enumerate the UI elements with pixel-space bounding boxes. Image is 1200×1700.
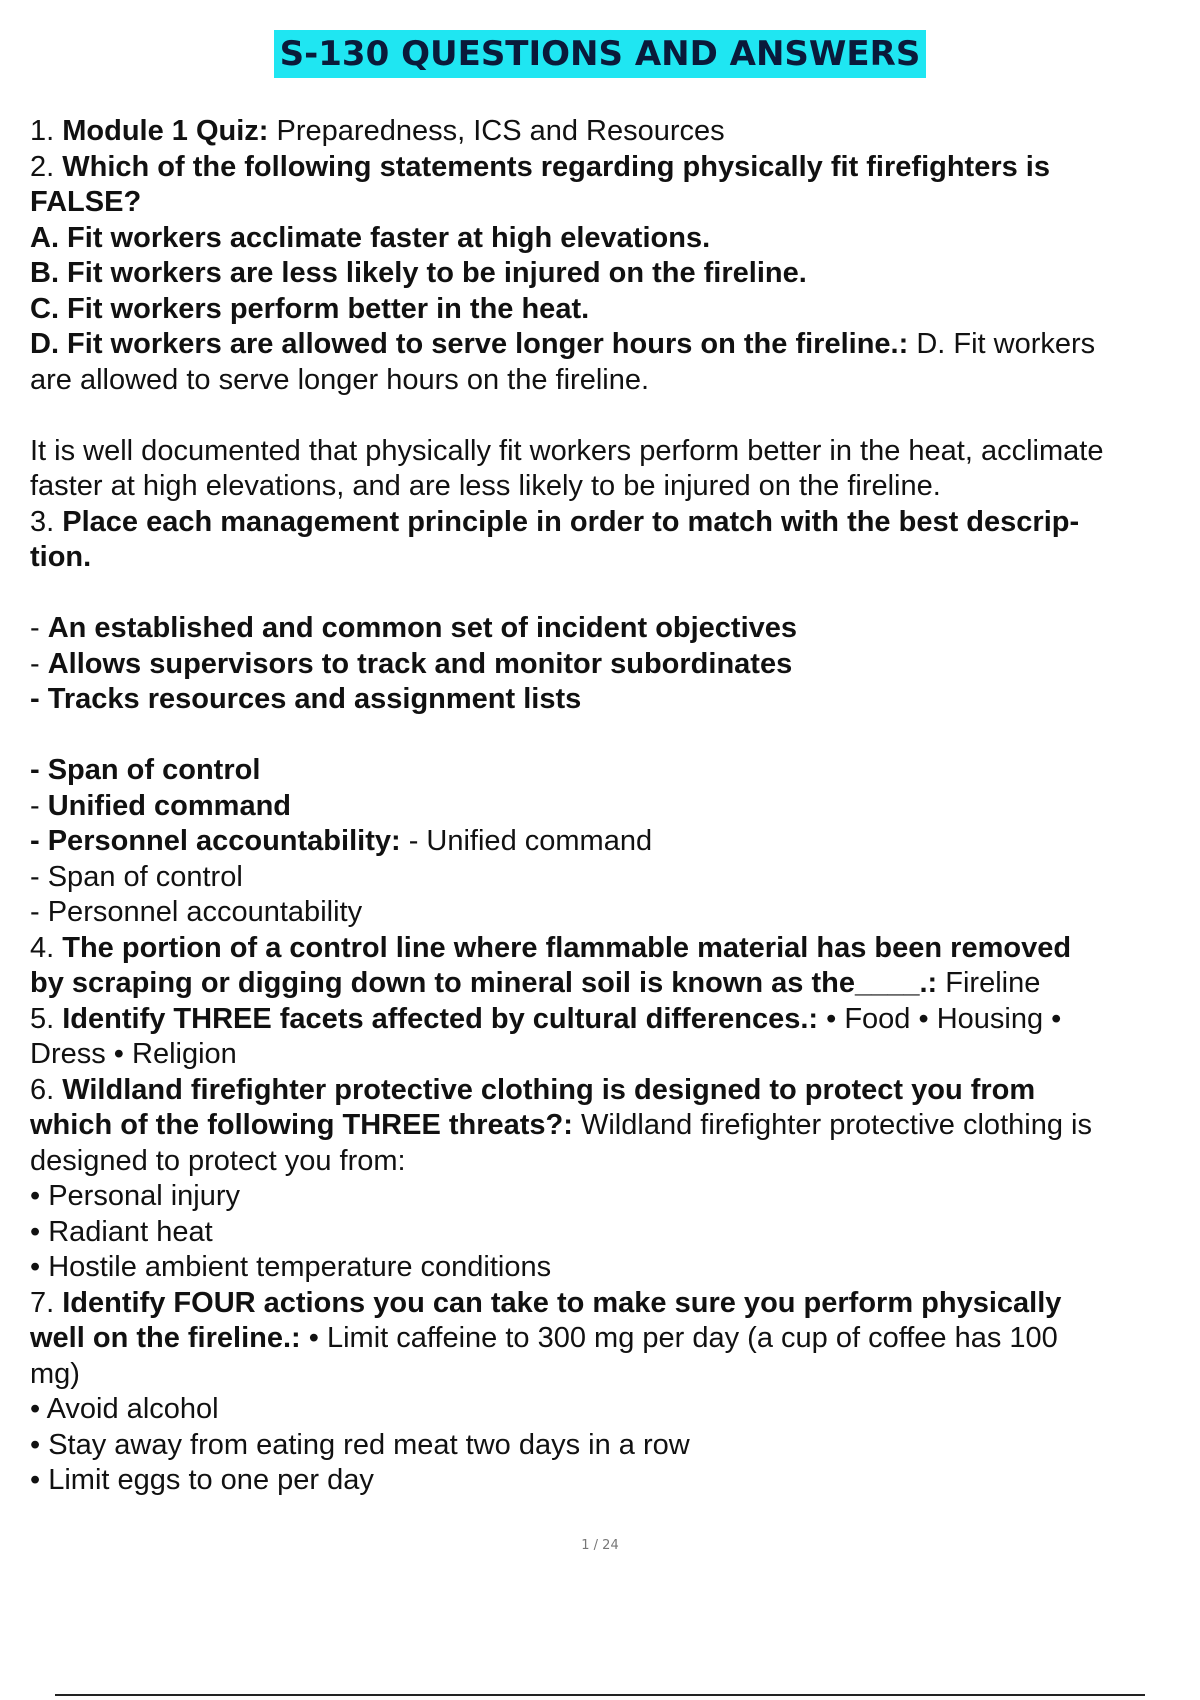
dash: - — [30, 612, 48, 644]
q3-description-text: Allows supervisors to track and monitor subordinates — [47, 647, 793, 680]
q3-question-text1: Place each management principle in order to match with the best descrip- — [62, 505, 1080, 538]
dash: - — [30, 754, 48, 786]
q3-description-text: Tracks resources and assignment lists — [47, 683, 582, 715]
q4-question-line2 — [30, 966, 1195, 1002]
q6-bullet-item: • Personal injury — [30, 1180, 241, 1212]
q7-question-text2: well on the fireline.: — [30, 1322, 301, 1354]
document-title: S-130 QUESTIONS AND ANSWERS — [274, 30, 927, 78]
q6-question-line1 — [30, 1073, 1195, 1109]
q4-number: 4. — [30, 931, 63, 964]
q2-answer-line2: are allowed to serve longer hours on the fireline. — [30, 363, 650, 396]
q2-number: 2. — [30, 150, 63, 183]
q1-line — [30, 114, 1195, 150]
q2-option-d-line — [30, 327, 1195, 363]
q7-answer-text1: • Limit caffeine to 300 mg per day (a cup of coffee has 100 — [300, 1322, 1058, 1354]
dash: - — [30, 683, 48, 715]
q2-option-c: C. Fit workers perform better in the heat. — [30, 292, 590, 325]
q3-description-item — [30, 611, 1195, 647]
q5-answer-line2: Dress • Religion — [30, 1038, 237, 1070]
q7-bullet-item: • Limit eggs to one per day — [30, 1464, 374, 1496]
q1-number: 1. — [30, 115, 63, 147]
q3-answer-item — [30, 895, 1195, 931]
q2-answer-text1: D. Fit workers — [908, 328, 1096, 360]
q7-question-line1 — [30, 1286, 1195, 1322]
q7-bullet-item: • Stay away from eating red meat two days in a row — [30, 1428, 690, 1461]
q3-number: 3. — [30, 505, 63, 538]
dash: - — [30, 647, 48, 680]
q5-question-text: Identify THREE facets affected by cultural differences.: — [62, 1002, 819, 1035]
q7-question-line2 — [30, 1321, 1195, 1357]
q3-answer-text: Personnel accountability — [47, 896, 363, 928]
q3-term-item — [30, 789, 1195, 825]
q6-bullet-item: • Radiant heat — [30, 1215, 213, 1248]
q2-explanation-line2: faster at high elevations, and are less likely to be injured on the fireline. — [30, 470, 941, 502]
q3-term-text: Personnel accountability: — [47, 825, 401, 857]
dash: - — [30, 860, 48, 893]
q4-question-line1 — [30, 931, 1195, 967]
q2-option-d: D. Fit workers are allowed to serve longer hours on the fireline.: — [30, 328, 909, 360]
q3-description-item — [30, 682, 1195, 718]
q2-explanation-line1: It is well documented that physically fit workers perform better in the heat, acclimate — [30, 434, 1104, 467]
q5-number: 5. — [30, 1002, 63, 1035]
q6-question-text2: which of the following THREE threats?: — [30, 1109, 573, 1141]
q4-question-text1: The portion of a control line where flammable material has been removed — [62, 931, 1072, 964]
spacer — [30, 398, 1195, 434]
q3-answer-item — [30, 860, 1195, 896]
q3-question-line1 — [30, 505, 1195, 541]
q2-question-line2: FALSE? — [30, 186, 142, 218]
q1-text: Preparedness, ICS and Resources — [268, 115, 725, 147]
q5-question-line — [30, 1002, 1195, 1038]
q4-answer: Fireline — [937, 967, 1041, 999]
q3-description-text: An established and common set of incident objectives — [47, 612, 798, 644]
spacer — [30, 718, 1195, 754]
dash: - — [400, 825, 427, 857]
q7-answer-line2: mg) — [30, 1357, 80, 1390]
q1-label: Module 1 Quiz: — [62, 115, 269, 147]
dash: - — [30, 789, 48, 822]
q3-term-text: Span of control — [47, 754, 261, 786]
spacer — [30, 576, 1195, 612]
page-number: 1 / 24 — [581, 1538, 619, 1553]
q6-number: 6. — [30, 1073, 63, 1106]
q2-question-text1: Which of the following statements regarding physically fit firefighters is — [62, 150, 1050, 183]
q3-term-item — [30, 753, 1195, 789]
q3-term-item — [30, 824, 1195, 860]
footer-divider — [55, 1694, 1145, 1696]
q6-answer-text1: Wildland firefighter protective clothing is — [572, 1109, 1092, 1141]
q5-answer-text1: • Food • Housing • — [818, 1002, 1062, 1035]
dash: - — [30, 896, 48, 928]
q7-bullet-item: • Avoid alcohol — [30, 1393, 219, 1425]
qa-content — [30, 114, 1195, 1499]
dash: - — [30, 825, 48, 857]
q6-bullet-item: • Hostile ambient temperature conditions — [30, 1251, 552, 1283]
q2-option-b: B. Fit workers are less likely to be injured on the fireline. — [30, 257, 807, 289]
q3-answer-text: Span of control — [47, 860, 243, 893]
q7-question-text1: Identify FOUR actions you can take to make sure you perform physically — [62, 1286, 1062, 1319]
q3-description-item — [30, 647, 1195, 683]
q6-question-text1: Wildland firefighter protective clothing is designed to protect you from — [62, 1073, 1036, 1106]
q3-term-text: Unified command — [47, 789, 292, 822]
q3-answer-text: Unified command — [426, 825, 653, 857]
q3-question-line2: tion. — [30, 541, 92, 573]
q6-question-line2 — [30, 1108, 1195, 1144]
q6-answer-line2: designed to protect you from: — [30, 1144, 406, 1177]
q2-question-line1 — [30, 150, 1195, 186]
q2-option-a: A. Fit workers acclimate faster at high elevations. — [30, 221, 711, 254]
title-container — [0, 30, 1200, 78]
q7-number: 7. — [30, 1286, 63, 1319]
q4-question-text2: by scraping or digging down to mineral soil is known as the____.: — [30, 967, 938, 999]
